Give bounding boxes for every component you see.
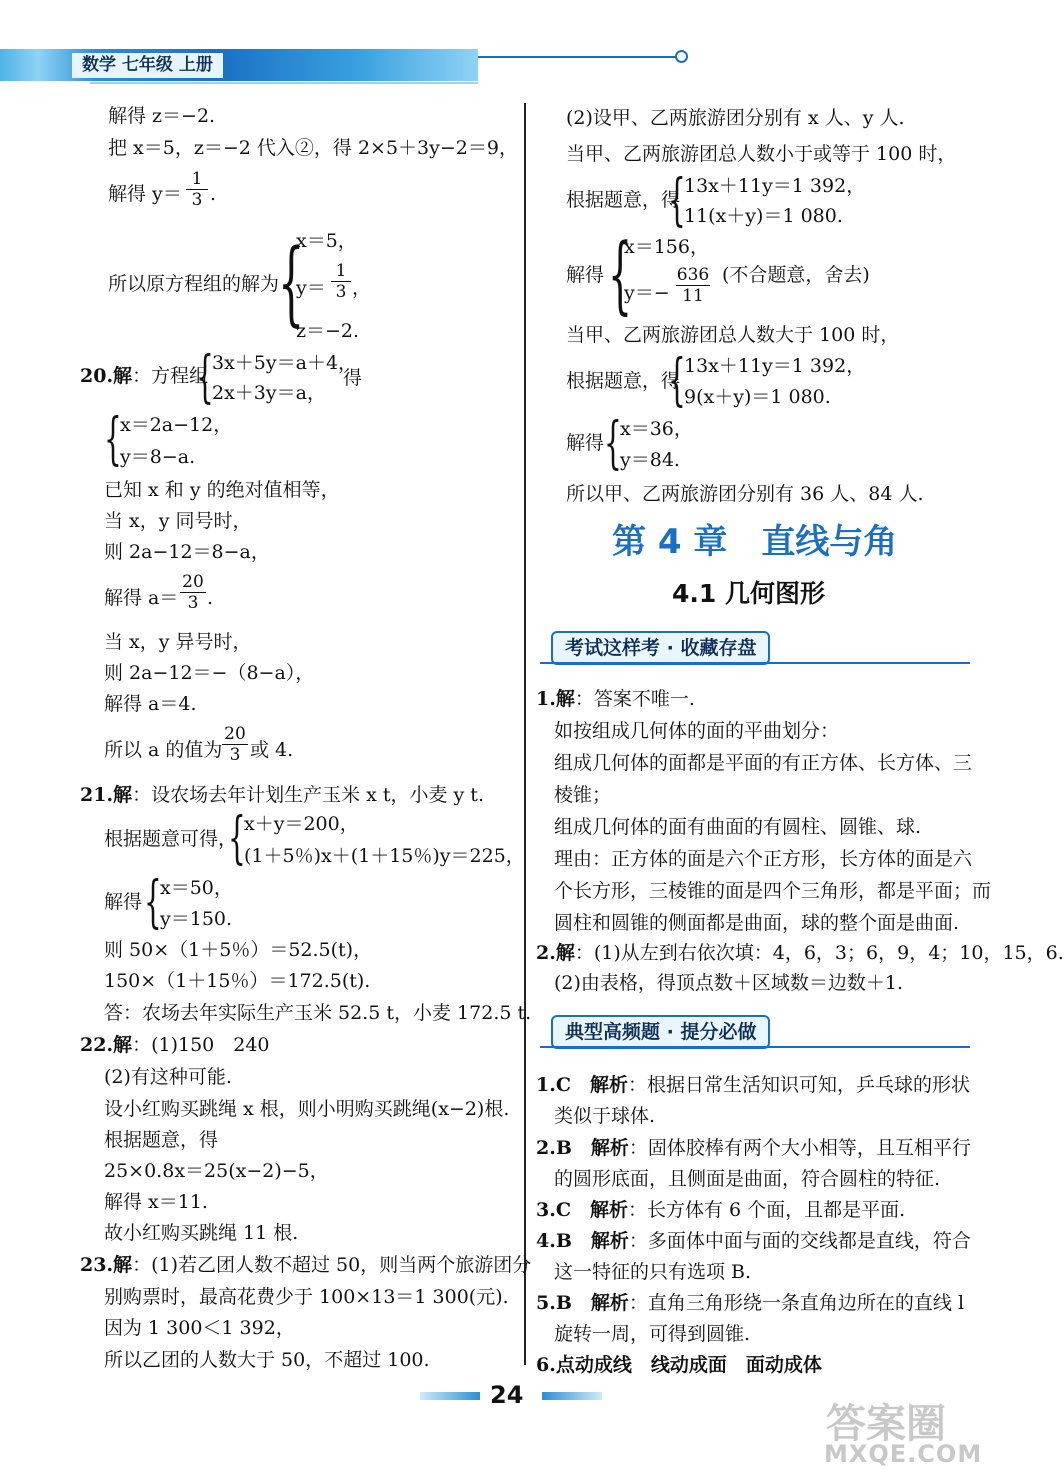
q21-brace-2: {	[144, 870, 162, 935]
fraction-20-3-b: 20 3	[222, 725, 248, 764]
a5-line: 旋转一周，可得到圆锥.	[554, 1323, 751, 1345]
a2-label: 2.B 解析	[536, 1137, 629, 1159]
q22-line-2: 设小红购买跳绳 x 根，则小明购买跳绳(x−2)根.	[104, 1098, 510, 1120]
q22-label: 22.解	[80, 1034, 133, 1056]
q21-sys-a: x＋y＝200，	[244, 813, 359, 835]
left-line-9: 当 x，y 异号时，	[104, 631, 252, 653]
left-line-7: 则 2a−12＝8−a，	[104, 541, 270, 563]
q21-sys2-a: x＝50，	[160, 877, 233, 899]
q20-sys2-b: y＝8−a.	[120, 446, 196, 468]
watermark-logo: 答案圈	[826, 1401, 946, 1447]
comma-mark: ，	[352, 277, 372, 299]
q21-sys2-b: y＝150.	[160, 908, 233, 930]
s1-line-1: 如按组成几何体的面的平曲划分：	[554, 720, 840, 742]
s2-line-1: (2)由表格，得顶点数＋区域数＝边数＋1.	[554, 972, 904, 994]
a3-text: ：长方体有 6 个面，且都是平面.	[627, 1199, 906, 1221]
page-deco-right	[542, 1392, 602, 1400]
r4-note: (不合题意，舍去)	[722, 264, 870, 286]
left-line-10: 则 2a−12＝−（8−a），	[104, 662, 315, 684]
q22-line-4: 25×0.8x＝25(x−2)−5，	[104, 1160, 329, 1182]
q21-line-2: 解得	[104, 891, 143, 913]
left-line-4: 所以原方程组的解为	[108, 273, 280, 295]
r7-brace: {	[604, 411, 622, 476]
a5-label: 5.B 解析	[536, 1292, 629, 1314]
right-line-4: 解得	[566, 264, 605, 286]
left-line-6: 当 x，y 同号时，	[104, 510, 252, 532]
section-title: 4.1 几何图形	[672, 579, 825, 608]
r7-sys-a: x＝36，	[620, 418, 693, 440]
r3-sys-a: 13x＋11y＝1 392，	[684, 175, 866, 197]
q21-line-1: 根据题意可得，	[104, 828, 238, 850]
banner-practice-rule	[540, 1046, 970, 1048]
r7-sys-b: y＝84.	[620, 449, 680, 471]
a2-line: 的圆形底面，且侧面是曲面，符合圆柱的特征.	[554, 1168, 941, 1190]
r3-brace: {	[668, 168, 686, 233]
right-line-7: 解得	[566, 432, 605, 454]
r6-sys-b: 9(x＋y)＝1 080.	[684, 386, 831, 408]
q22-line-3: 根据题意，得	[104, 1129, 219, 1151]
s1-line-4: 组成几何体的面有曲面的有圆柱、圆锥、球.	[554, 816, 922, 838]
fraction-636-11: 636 11	[676, 265, 710, 306]
a5-text: ：直角三角形绕一条直角边所在的直线 l	[628, 1292, 965, 1314]
header-title: 数学 七年级 上册	[72, 53, 223, 78]
page-deco-left	[420, 1392, 480, 1400]
left-line-12b: 或 4.	[250, 739, 294, 761]
right-line-5: 当甲、乙两旅游团总人数大于 100 时，	[566, 324, 900, 346]
s1-text: ：答案不唯一.	[574, 688, 695, 710]
period-mark-2: .	[207, 587, 214, 609]
sys1-c: z＝−2.	[296, 320, 360, 342]
left-line-1: 解得 z＝−2.	[108, 105, 216, 127]
a4-text: ：多面体中面与面的交线都是直线，符合	[628, 1230, 971, 1252]
right-line-8: 所以甲、乙两旅游团分别有 36 人、84 人.	[566, 483, 924, 505]
fraction-1-3: 1 3	[186, 170, 208, 209]
header-rule	[478, 56, 678, 58]
q20-sys-b: 2x＋3y＝a，	[212, 382, 326, 404]
q20-label: 20.解	[80, 365, 133, 387]
s1-line-6: 个长方形，三棱锥的面是四个三角形，都是平面；而	[554, 880, 992, 902]
sys1-a: x＝5，	[296, 230, 357, 252]
q21-line-4: 150×（1＋15％）＝172.5(t).	[104, 970, 371, 992]
fraction-1-3-b: 1 3	[331, 262, 351, 301]
a1-line: 类似于球体.	[554, 1105, 656, 1127]
a3-label: 3.C 解析	[536, 1199, 628, 1221]
q23-line-1: 别购票时，最高花费少于 100×13＝1 300(元).	[104, 1286, 509, 1308]
s1-line-7: 圆柱和圆锥的侧面都是曲面，球的整个面是曲面.	[554, 912, 960, 934]
s1-line-3: 棱锥；	[554, 784, 612, 806]
q22-line-6: 故小红购买跳绳 11 根.	[104, 1222, 299, 1244]
s1-line-2: 组成几何体的面都是平面的有正方体、长方体、三	[554, 752, 973, 774]
left-line-8: 解得 a＝	[104, 587, 179, 609]
chapter-title: 第 4 章 直线与角	[612, 522, 898, 562]
header-dot	[675, 50, 688, 63]
left-line-3: 解得 y＝	[108, 183, 182, 205]
watermark-url: MXQE.COM	[824, 1440, 983, 1468]
right-line-2: 当甲、乙两旅游团总人数小于或等于 100 时，	[566, 143, 957, 165]
r4-sys-b: y＝−	[624, 282, 670, 304]
a4-label: 4.B 解析	[536, 1230, 629, 1252]
right-line-1: (2)设甲、乙两旅游团分别有 x 人、y 人.	[566, 107, 905, 129]
sys1-b: y＝	[296, 277, 326, 299]
period-mark: .	[210, 183, 217, 205]
a1-label: 1.C 解析	[536, 1074, 628, 1096]
q23-line-3: 所以乙团的人数大于 50，不超过 100.	[104, 1349, 430, 1371]
q20-brace-2: {	[104, 407, 122, 472]
a2-text: ：固体胶棒有两个大小相等，且互相平行	[628, 1137, 971, 1159]
q21-sys-b: (1＋5％)x＋(1＋15％)y＝225，	[244, 845, 525, 867]
q23-text: ：(1)若乙团人数不超过 50，则当两个旅游团分	[132, 1254, 532, 1276]
q22-text: ：(1)150 240	[132, 1034, 270, 1056]
column-divider	[524, 103, 526, 1365]
r4-brace: {	[608, 225, 633, 323]
a6-line: 6.点动成线 线动成面 面动成体	[536, 1354, 822, 1376]
s2-text: ：(1)从左到右依次填：4，6，3；6，9，4；10，15，6.	[574, 942, 1064, 964]
q22-line-5: 解得 x＝11.	[104, 1191, 208, 1213]
left-line-2: 把 x＝5，z＝−2 代入②，得 2×5＋3y−2＝9，	[108, 137, 518, 159]
q21-line-5: 答：农场去年实际生产玉米 52.5 t，小麦 172.5 t.	[104, 1002, 532, 1024]
q20-text: ：方程组	[132, 365, 209, 387]
right-line-6: 根据题意，得	[566, 370, 681, 392]
header-underline	[90, 82, 478, 84]
system-brace: {	[278, 229, 305, 336]
fraction-20-3: 20 3	[180, 573, 206, 612]
q20-sys2-a: x＝2a−12，	[120, 414, 233, 436]
right-line-3: 根据题意，得	[566, 189, 681, 211]
left-line-12a: 所以 a 的值为	[104, 739, 223, 761]
q22-line-1: (2)有这种可能.	[104, 1066, 232, 1088]
q20-sys-a: 3x＋5y＝a＋4，	[212, 352, 358, 374]
banner-exam-rule	[540, 662, 970, 664]
r4-sys-a: x＝156，	[624, 236, 709, 258]
s1-label: 1.解	[536, 688, 575, 710]
q20-de: 得	[343, 367, 363, 389]
q21-label: 21.解	[80, 784, 133, 806]
q20-brace: {	[196, 345, 214, 410]
s1-line-5: 理由：正方体的面是六个正方形，长方体的面是六	[554, 848, 973, 870]
q21-brace: {	[228, 806, 246, 871]
a1-text: ：根据日常生活知识可知，乒乓球的形状	[627, 1074, 970, 1096]
banner-practice: 典型高频题 · 提分必做	[551, 1015, 770, 1049]
q21-text: ：设农场去年计划生产玉米 x t，小麦 y t.	[132, 784, 484, 806]
r3-sys-b: 11(x＋y)＝1 080.	[684, 205, 843, 227]
left-line-11: 解得 a＝4.	[104, 693, 197, 715]
left-line-5: 已知 x 和 y 的绝对值相等，	[104, 479, 340, 501]
page-number: 24	[490, 1381, 524, 1409]
banner-exam: 考试这样考 · 收藏存盘	[551, 631, 770, 665]
r6-sys-a: 13x＋11y＝1 392，	[684, 355, 866, 377]
r6-brace: {	[668, 348, 686, 413]
q21-line-3: 则 50×（1＋5％）＝52.5(t)，	[104, 939, 373, 961]
q23-label: 23.解	[80, 1254, 133, 1276]
q23-line-2: 因为 1 300＜1 392，	[104, 1317, 295, 1339]
a4-line: 这一特征的只有选项 B.	[554, 1261, 752, 1283]
s2-label: 2.解	[536, 942, 575, 964]
